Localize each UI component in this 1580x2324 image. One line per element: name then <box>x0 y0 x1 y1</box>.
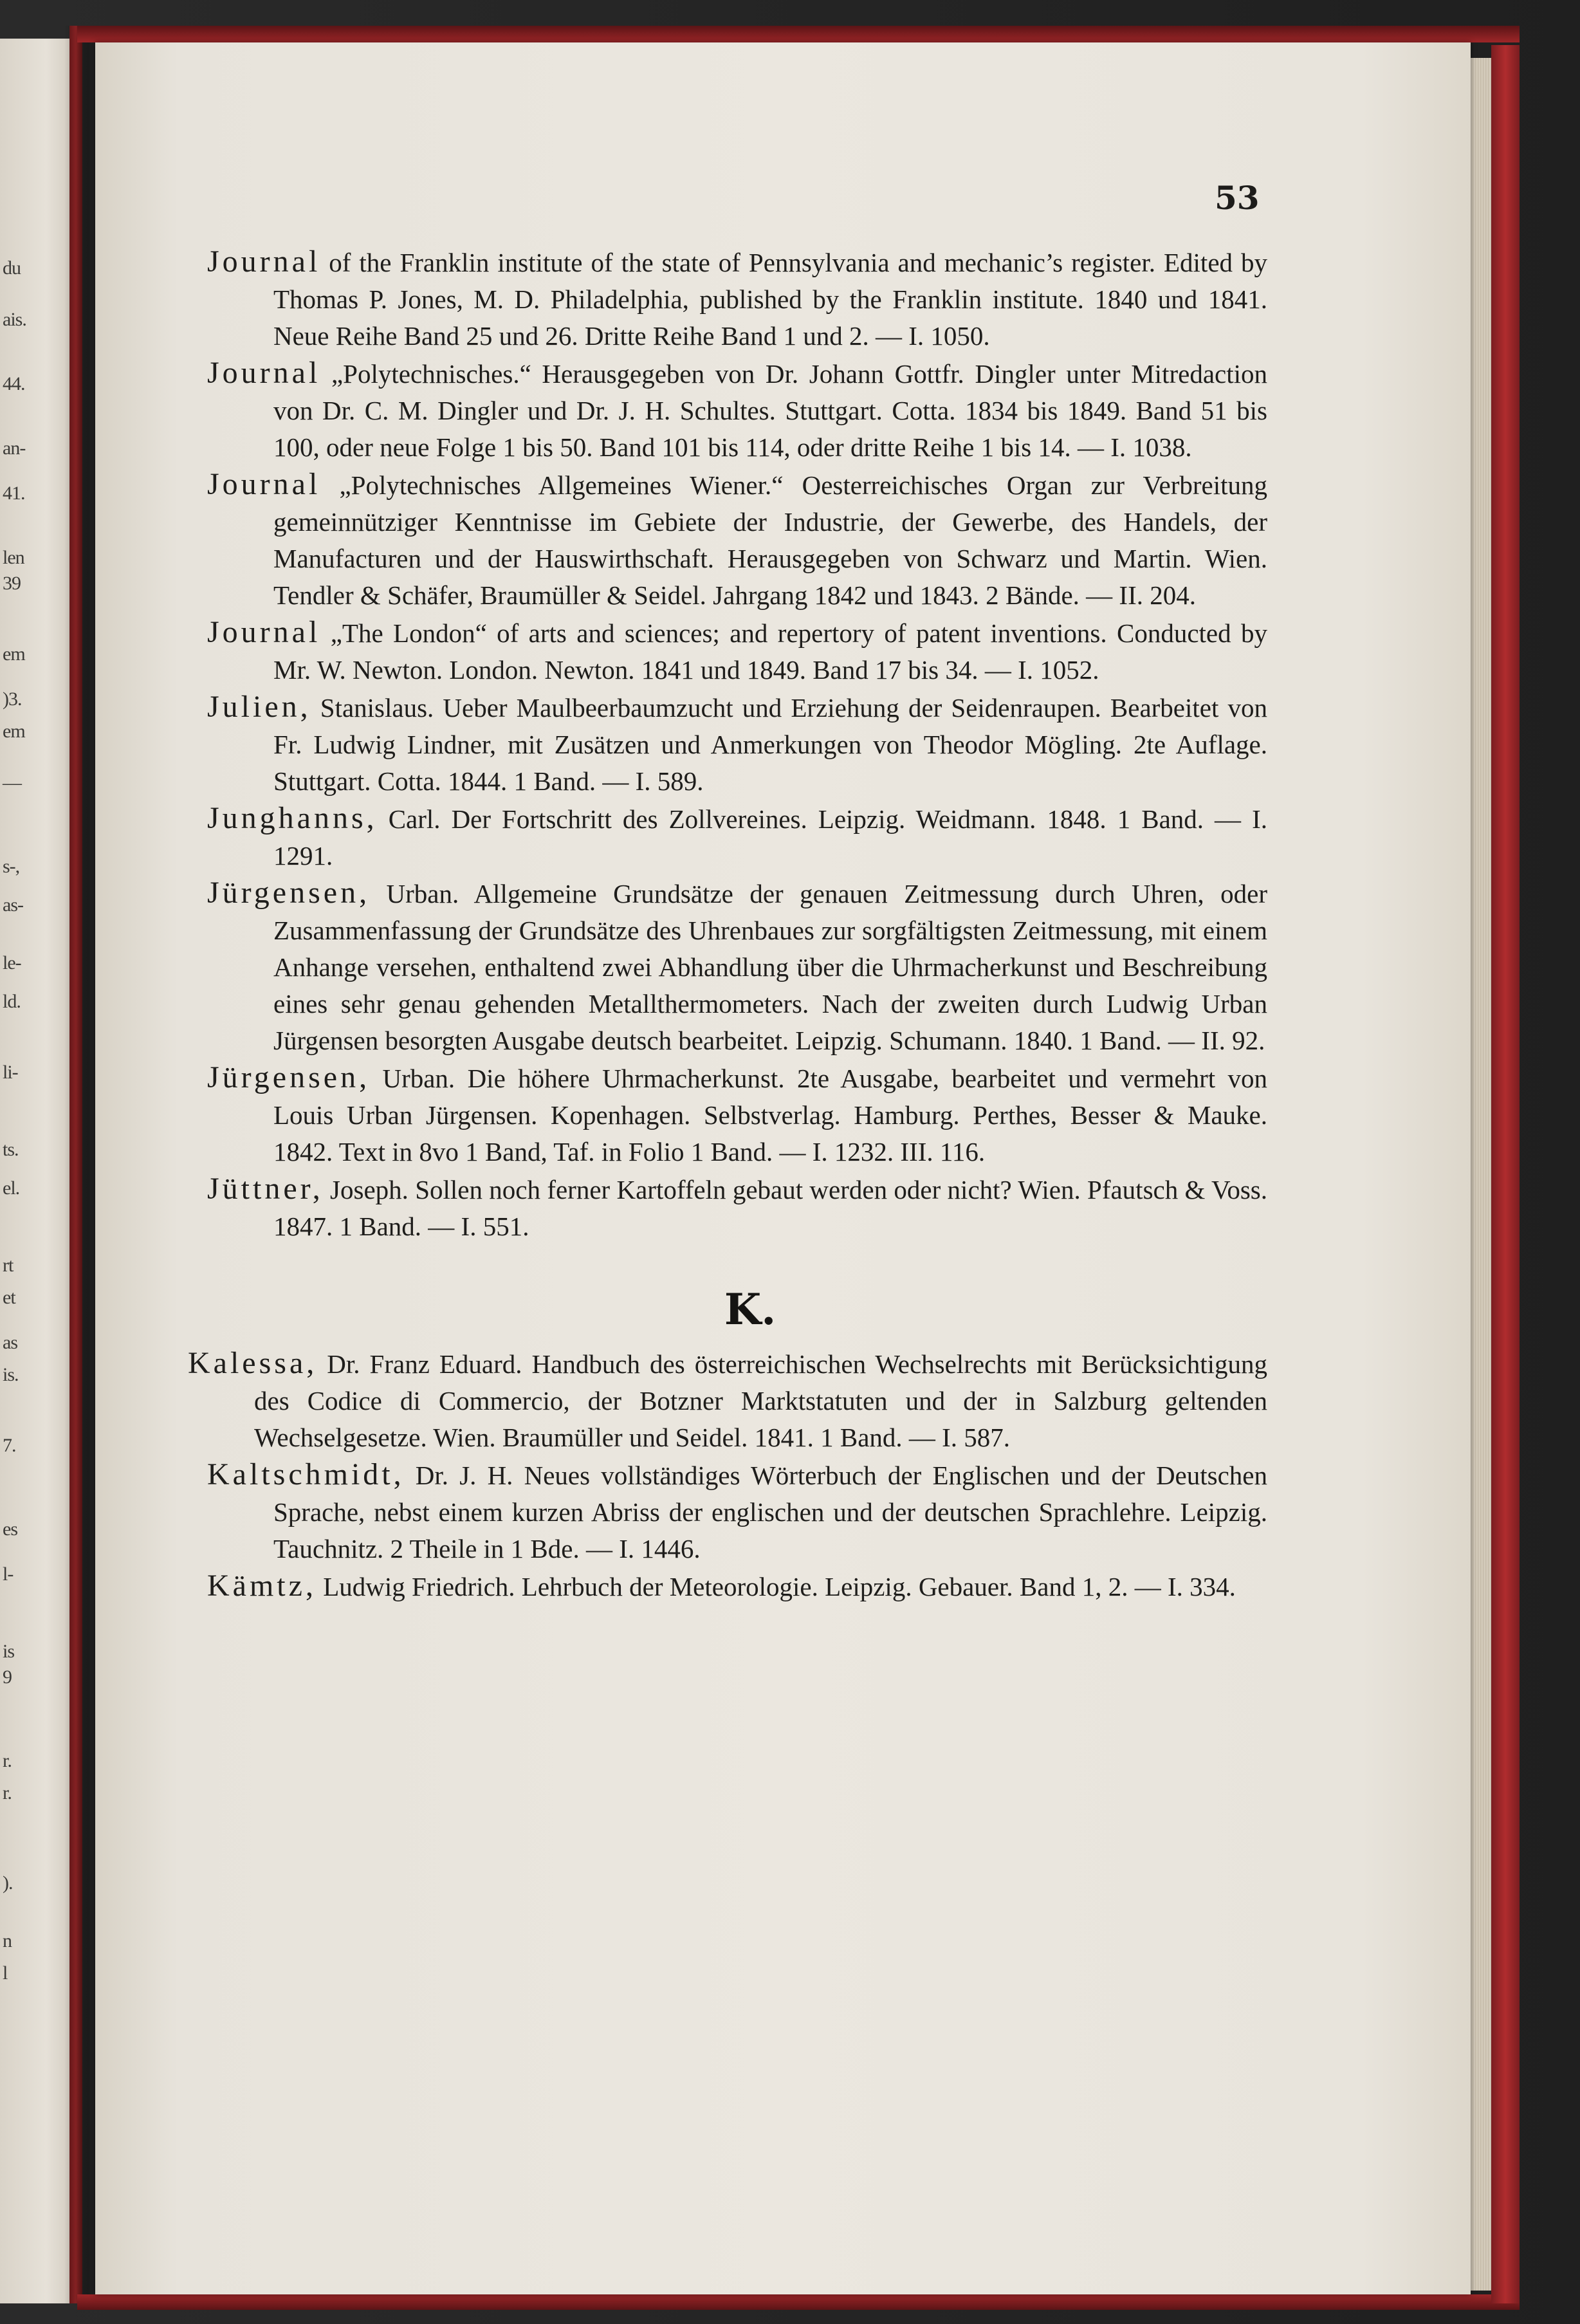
entry-headword: Journal <box>207 467 321 501</box>
section-heading-k: K. <box>724 1284 776 1334</box>
bibliography-entry <box>207 243 1267 355</box>
previous-page-fragment: )3. <box>3 688 22 710</box>
bibliography-entry <box>207 614 1267 688</box>
previous-page-fragment: ld. <box>3 991 21 1012</box>
previous-page-fragment: ). <box>3 1872 13 1894</box>
previous-page-fragment: as <box>3 1332 17 1353</box>
previous-page-fragment: rt <box>3 1255 14 1276</box>
entry-text: Dr. J. H. Neues vollständiges Wörterbuch der Englischen und der Deutschen Sprache, nebst einem kurzen Abriss der englischen und der deutschen Sprachlehre. Leipzig. Tauchnitz. 2 Theile in 1 Bde. — I. 1446. <box>273 1461 1267 1563</box>
bibliography-entry <box>207 1567 1267 1605</box>
entry-text: Urban. Allgemeine Grundsätze der genauen Zeitmessung durch Uhren, oder Zusammenfassung der Grundsätze des Uhrenbaues zur sorgfältigsten Zeitmessung, mit einem Anhange versehen, enthaltend zwei Abhandlung über die Uhrmacherkunst und Beschreibung eines sehr genau gehenden Metallthermometers. Nach der zweiten durch Ludwig Urban Jürgensen besorgten Ausgabe deutsch bearbeitet. Leipzig. Schumann. 1840. 1 Band. — II. 92. <box>273 879 1267 1055</box>
previous-page-fragment: s-, <box>3 856 20 877</box>
previous-page-fragment: len <box>3 547 24 568</box>
previous-page-fragment: n <box>3 1930 12 1951</box>
bibliography-entry <box>207 874 1267 1059</box>
entries-k <box>188 1345 1267 1605</box>
previous-page-fragment: — <box>3 772 21 793</box>
previous-page-fragment: as- <box>3 894 23 916</box>
previous-page-fragment: 44. <box>3 373 25 394</box>
entry-text: „Polytechnisches Allgemeines Wiener.“ Oesterreichisches Organ zur Verbreitung gemeinnütziger Kenntnisse im Gebiete der Industrie, der Gewerbe, des Handels, der Manufacturen und der Hauswirthschaft. Herausgegeben von Schwarz und Martin. Wien. Tendler & Schäfer, Braumüller & Seidel. Jahrgang 1842 und 1843. 2 Bände. — II. 204. <box>273 470 1267 610</box>
entry-headword: Journal <box>207 244 321 279</box>
entry-text: Ludwig Friedrich. Lehrbuch der Meteorologie. Leipzig. Gebauer. Band 1, 2. — I. 334. <box>316 1572 1236 1601</box>
entry-text: „The London“ of arts and sciences; and repertory of patent inventions. Conducted by Mr. W. Newton. London. Newton. 1841 und 1849. Band 17 bis 34. — I. 1052. <box>273 618 1267 685</box>
previous-page-fragment: is. <box>3 1364 19 1385</box>
bibliography-entry <box>207 1059 1267 1170</box>
entry-headword: Jürgensen, <box>207 1060 371 1094</box>
bibliography-entry <box>188 1345 1267 1456</box>
previous-page-fragment: ts. <box>3 1139 19 1160</box>
previous-page-fragment: li- <box>3 1062 18 1083</box>
cover-right-edge <box>1491 45 1520 2303</box>
entry-text: Stanislaus. Ueber Maulbeerbaumzucht und Erziehung der Seidenraupen. Bearbeitet von Fr. Ludwig Lindner, mit Zusätzen und Anmerkungen von Theodor Mögling. 2te Auflage. Stuttgart. Cotta. 1844. 1 Band. — I. 589. <box>273 693 1267 796</box>
entry-headword: Junghanns, <box>207 801 378 835</box>
entry-headword: Jürgensen, <box>207 876 371 910</box>
entry-headword: Jüttner, <box>207 1172 324 1206</box>
entry-headword: Kaltschmidt, <box>207 1457 405 1491</box>
bibliography-entry <box>207 800 1267 874</box>
previous-page-fragment: r. <box>3 1782 12 1803</box>
entry-text: Joseph. Sollen noch ferner Kartoffeln gebaut werden oder nicht? Wien. Pfautsch & Voss. 1847. 1 Band. — I. 551. <box>273 1175 1267 1241</box>
previous-page-fragment: 9 <box>3 1666 12 1688</box>
previous-page-fragment: l <box>3 1962 8 1984</box>
previous-page-fragment: em <box>3 721 25 742</box>
entry-headword: Kalessa, <box>188 1346 318 1380</box>
entry-headword: Kämtz, <box>207 1569 317 1603</box>
previous-page-fragment: es <box>3 1518 17 1540</box>
entry-headword: Journal <box>207 615 321 649</box>
previous-page-fragment: l- <box>3 1563 14 1585</box>
previous-page-fragment: em <box>3 643 25 665</box>
entry-text: „Polytechnisches.“ Herausgegeben von Dr. Johann Gottfr. Dingler unter Mitredaction von Dr. C. M. Dingler und Dr. J. H. Schultes. Stuttgart. Cotta. 1834 bis 1849. Band 51 bis 100, oder neue Folge 1 bis 50. Band 101 bis 114, oder dritte Reihe 1 bis 14. — I. 1038. <box>273 359 1267 462</box>
previous-page-fragment: le- <box>3 952 21 973</box>
previous-page-fragment: 41. <box>3 483 25 504</box>
previous-page-fragment: 7. <box>3 1435 16 1456</box>
bibliography-entry <box>207 466 1267 614</box>
entry-headword: Julien, <box>207 690 311 724</box>
entry-text: Dr. Franz Eduard. Handbuch des österreichischen Wechselrechts mit Berücksichtigung des Codice di Commercio, der Botzner Marktstatuten und der in Salzburg geltenden Wechselgesetze. Wien. Braumüller und Seidel. 1841. 1 Band. — I. 587. <box>254 1349 1267 1452</box>
entry-list <box>188 243 1267 1605</box>
previous-page-fragment: r. <box>3 1750 12 1771</box>
entry-headword: Journal <box>207 356 321 390</box>
bibliography-entry <box>207 688 1267 800</box>
previous-page-fragment: du <box>3 257 21 279</box>
entries-j <box>207 243 1267 1245</box>
bibliography-entry <box>207 1170 1267 1245</box>
previous-page-fragment: et <box>3 1287 15 1308</box>
entry-text: Carl. Der Fortschritt des Zollvereines. Leipzig. Weidmann. 1848. 1 Band. — I. 1291. <box>273 804 1267 871</box>
bibliography-entry <box>207 355 1267 466</box>
entry-text: of the Franklin institute of the state of Pennsylvania and mechanic’s register. Edited by Thomas P. Jones, M. D. Philadelphia, published by the Franklin institute. 1840 und 1841. Neue Reihe Band 25 und 26. Dritte Reihe Band 1 und 2. — I. 1050. <box>273 248 1267 351</box>
entry-text: Urban. Die höhere Uhrmacherkunst. 2te Ausgabe, bearbeitet und vermehrt von Louis Urban Jürgensen. Kopenhagen. Selbstverlag. Hamburg. Perthes, Besser & Mauke. 1842. Text in 8vo 1 Band, Taf. in Folio 1 Band. — I. 1232. III. 116. <box>273 1064 1267 1167</box>
previous-page-fragment: an- <box>3 438 26 459</box>
cover-top-edge <box>77 26 1520 42</box>
bibliography-entry <box>207 1456 1267 1567</box>
previous-page-fragment: 39 <box>3 573 21 594</box>
previous-page-fragment: el. <box>3 1177 20 1199</box>
previous-page-fragment: ais. <box>3 309 26 330</box>
page-number: 53 <box>1215 179 1260 217</box>
previous-page-text-fragments <box>0 39 71 2303</box>
cover-bottom-edge <box>77 2294 1520 2310</box>
previous-page-fragment: is <box>3 1641 15 1662</box>
